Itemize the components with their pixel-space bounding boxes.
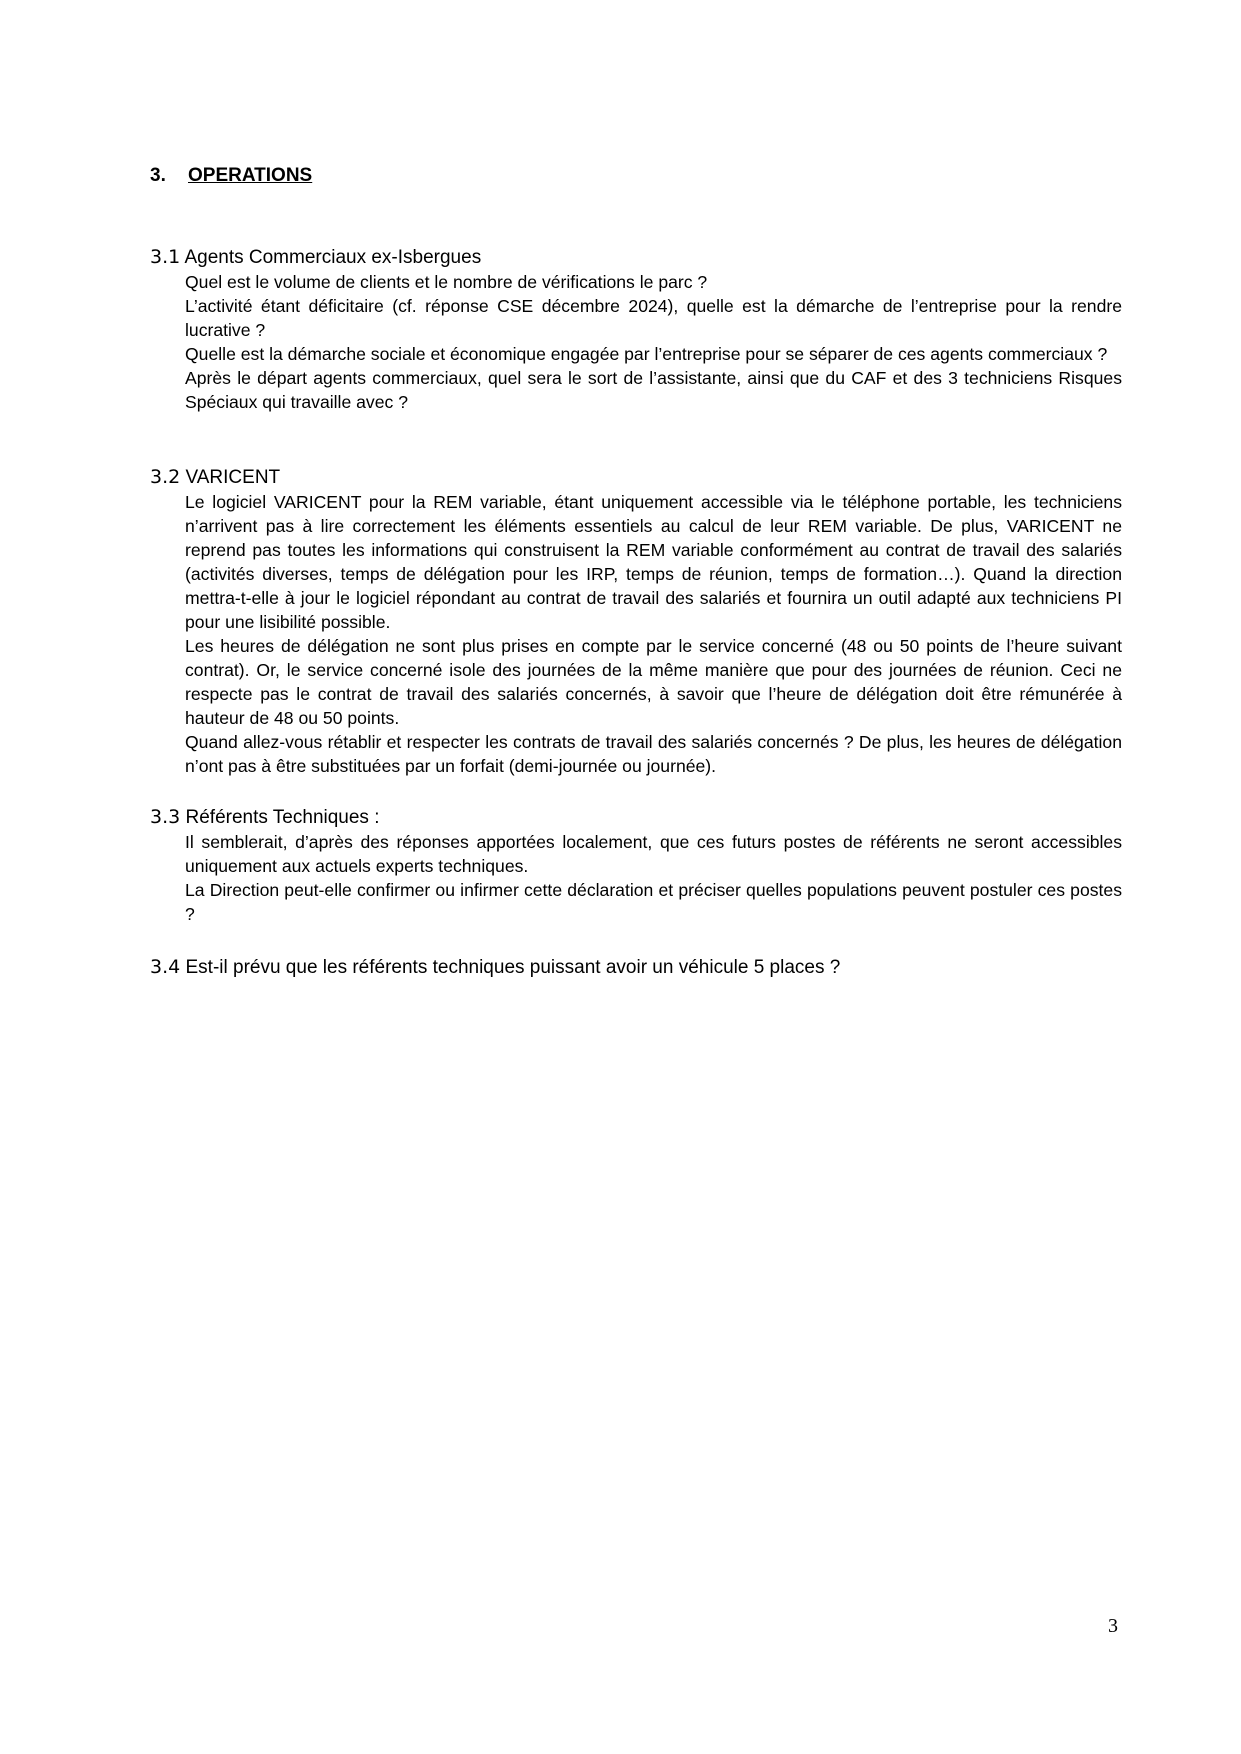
section-heading [150, 165, 312, 187]
section-number: 3. [150, 165, 166, 186]
subsection-heading [150, 245, 1120, 270]
paragraph: Les heures de délégation ne sont plus prises en compte par le service concerné (48 ou 50 points de l’heure suivant contrat). Or, le service concerné isole des journées de la même manière que pour des journées de réunion. Ceci ne respecte pas le contrat de travail des salariés concernés, à savoir que l’heure de délégation doit être rémunérée à hauteur de 48 ou 50 points. [185, 636, 1122, 728]
paragraph: Il semblerait, d’après des réponses apportées localement, que ces futurs postes de référents ne seront accessibles uniquement aux actuels experts techniques. [185, 832, 1122, 876]
subsection-referents-techniques [150, 805, 1120, 926]
subsection-title: VARICENT [185, 467, 281, 488]
subsection-title: Est-il prévu que les référents techniques puissant avoir un véhicule 5 places ? [185, 957, 841, 978]
subsection-number: 3.2 [150, 466, 181, 488]
section-title: OPERATIONS [188, 165, 313, 186]
subsection-heading [150, 955, 1120, 980]
paragraph: L’activité étant déficitaire (cf. réponse CSE décembre 2024), quelle est la démarche de l’entreprise pour la rendre lucrative ? [185, 296, 1122, 340]
paragraph: Quel est le volume de clients et le nombre de vérifications le parc ? [185, 272, 708, 292]
subsection-varicent [150, 465, 1120, 778]
paragraph: Quand allez-vous rétablir et respecter les contrats de travail des salariés concernés ? De plus, les heures de délégation n’ont pas à être substituées par un forfait (demi-journée ou journée). [185, 732, 1122, 776]
paragraph: Quelle est la démarche sociale et économique engagée par l’entreprise pour se séparer de ces agents commerciaux ? [185, 344, 1108, 364]
subsection-agents-commerciaux [150, 245, 1120, 414]
subsection-number: 3.4 [150, 956, 181, 978]
paragraph: Après le départ agents commerciaux, quel sera le sort de l’assistante, ainsi que du CAF et des 3 techniciens Risques Spéciaux qui travaille avec ? [185, 368, 1122, 412]
subsection-vehicule [150, 955, 1120, 980]
subsection-number: 3.1 [150, 246, 181, 268]
subsection-heading [150, 805, 1120, 830]
subsection-heading [150, 465, 1120, 490]
subsection-title: Référents Techniques : [185, 807, 380, 828]
subsection-number: 3.3 [150, 806, 181, 828]
page-number: 3 [1108, 1615, 1118, 1637]
subsection-title: Agents Commerciaux ex-Isbergues [184, 247, 482, 268]
paragraph: Le logiciel VARICENT pour la REM variable, étant uniquement accessible via le téléphone portable, les techniciens n’arrivent pas à lire correctement les éléments essentiels au calcul de leur REM variable. De plus, VARICENT ne reprend pas toutes les informations qui construisent la REM variable conformément au contrat de travail des salariés (activités diverses, temps de délégation pour les IRP, temps de réunion, temps de formation…). Quand la direction mettra-t-elle à jour le logiciel répondant au contrat de travail des salariés et fournira un outil adapté aux techniciens PI pour une lisibilité possible. [185, 492, 1122, 632]
paragraph: La Direction peut-elle confirmer ou infirmer cette déclaration et préciser quelles populations peuvent postuler ces postes ? [185, 880, 1122, 924]
